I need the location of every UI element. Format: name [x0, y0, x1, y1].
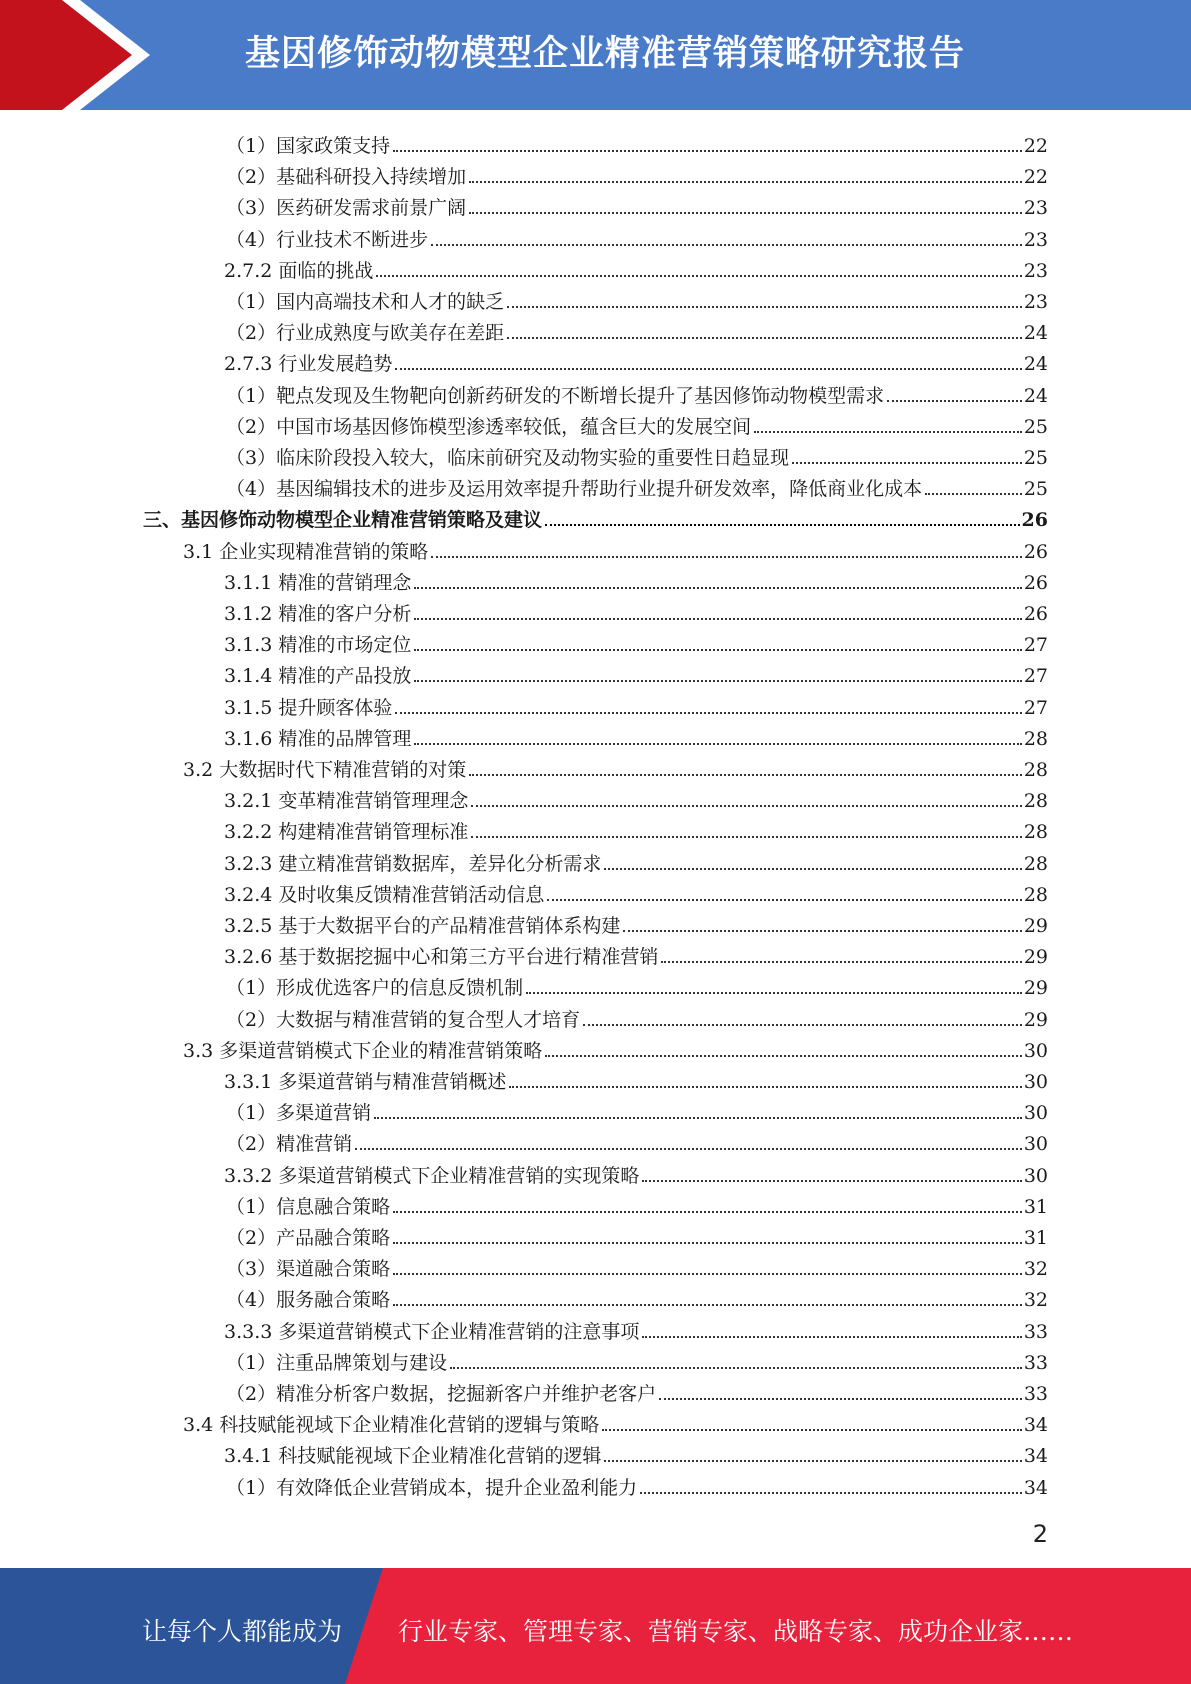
toc-entry-page: 34 — [1023, 1414, 1048, 1437]
toc-dot-leader — [640, 1492, 1022, 1494]
toc-entry-page: 29 — [1023, 977, 1048, 1000]
toc-dot-leader — [450, 1367, 1022, 1369]
toc-dot-leader — [469, 774, 1022, 776]
toc-entry-page: 30 — [1023, 1039, 1048, 1062]
toc-entry[interactable] — [224, 564, 1048, 595]
toc-entry-label: （2）精准营销 — [226, 1133, 353, 1156]
toc-dot-leader — [925, 493, 1022, 495]
toc-entry-label: 3.3 多渠道营销模式下企业的精准营销策略 — [183, 1039, 543, 1062]
toc-entry-label: （3）临床阶段投入较大，临床前研究及动物实验的重要性日趋显现 — [226, 447, 790, 469]
toc-entry[interactable] — [224, 595, 1048, 626]
toc-dot-leader — [583, 1024, 1022, 1026]
toc-entry-label: 3.2.3 建立精准营销数据库，差异化分析需求 — [224, 852, 602, 875]
toc-entry-page: 26 — [1023, 603, 1048, 625]
toc-entry[interactable] — [226, 1469, 1048, 1500]
toc-entry[interactable] — [183, 1032, 1048, 1063]
toc-dot-leader — [507, 306, 1022, 308]
toc-entry-page: 26 — [1023, 571, 1048, 594]
toc-entry-page: 33 — [1023, 1351, 1048, 1374]
toc-entry-page: 28 — [1023, 727, 1048, 750]
toc-entry-page: 25 — [1023, 478, 1048, 501]
toc-dot-leader — [507, 337, 1022, 339]
toc-entry-page: 26 — [1023, 540, 1048, 563]
toc-entry-label: 三、基因修饰动物模型企业精准营销策略及建议 — [143, 509, 543, 532]
toc-entry[interactable] — [224, 689, 1048, 720]
toc-entry-page: 24 — [1023, 322, 1048, 345]
toc-dot-leader — [623, 930, 1021, 932]
toc-entry-page: 27 — [1023, 665, 1048, 688]
toc-dot-leader — [547, 899, 1021, 901]
toc-entry[interactable] — [226, 439, 1048, 470]
toc-entry-label: （2）行业成熟度与欧美存在差距 — [226, 322, 505, 345]
toc-entry-label: （1）国家政策支持 — [226, 135, 391, 157]
toc-entry[interactable] — [226, 377, 1048, 408]
toc-entry[interactable] — [224, 938, 1048, 969]
toc-entry[interactable] — [226, 408, 1048, 439]
toc-dot-leader — [792, 462, 1022, 464]
toc-dot-leader — [471, 836, 1021, 838]
toc-dot-leader — [355, 1148, 1022, 1150]
toc-entry-label: 3.2.2 构建精准营销管理标准 — [224, 821, 469, 844]
toc-dot-leader — [661, 961, 1021, 963]
page-footer — [0, 1568, 1191, 1684]
toc-entry-label: 3.1.3 精准的市场定位 — [224, 634, 412, 657]
toc-entry-label: （2）中国市场基因修饰模型渗透率较低，蕴含巨大的发展空间 — [226, 415, 752, 438]
toc-entry-label: （3）医药研发需求前景广阔 — [226, 197, 467, 220]
toc-entry[interactable] — [224, 657, 1048, 688]
toc-dot-leader — [754, 431, 1022, 433]
toc-entry-label: 3.3.1 多渠道营销与精准营销概述 — [224, 1071, 507, 1093]
toc-entry-page: 31 — [1023, 1227, 1048, 1249]
toc-dot-leader — [431, 556, 1022, 558]
toc-entry[interactable] — [226, 1281, 1048, 1312]
toc-dot-leader — [374, 1117, 1022, 1119]
toc-entry[interactable] — [226, 127, 1048, 158]
toc-dot-leader — [509, 1086, 1021, 1088]
toc-dot-leader — [471, 805, 1021, 807]
toc-dot-leader — [393, 1273, 1022, 1275]
toc-entry[interactable] — [224, 1063, 1048, 1094]
toc-entry-label: 3.1.2 精准的客户分析 — [224, 603, 412, 625]
toc-entry[interactable] — [226, 221, 1048, 252]
toc-entry-label: （3）渠道融合策略 — [226, 1258, 391, 1281]
toc-entry[interactable] — [224, 1313, 1048, 1344]
footer-slogan-right: 行业专家、管理专家、营销专家、战略专家、成功企业家…… — [398, 1617, 1074, 1646]
toc-dot-leader — [545, 524, 1020, 526]
toc-entry[interactable] — [226, 158, 1048, 189]
toc-entry-label: 3.3.3 多渠道营销模式下企业精准营销的注意事项 — [224, 1320, 640, 1343]
toc-dot-leader — [393, 1304, 1022, 1306]
toc-entry-label: 3.2.1 变革精准营销管理理念 — [224, 790, 469, 813]
toc-dot-leader — [393, 1211, 1022, 1213]
toc-entry-page: 25 — [1023, 415, 1048, 438]
toc-entry-page: 32 — [1023, 1289, 1048, 1312]
toc-entry-label: （4）基因编辑技术的进步及运用效率提升帮助行业提升研发效率，降低商业化成本 — [226, 478, 923, 501]
toc-entry[interactable] — [226, 1188, 1048, 1219]
toc-dot-leader — [414, 649, 1021, 651]
toc-entry[interactable] — [226, 189, 1048, 220]
toc-entry[interactable] — [226, 1250, 1048, 1281]
toc-entry-label: （1）国内高端技术和人才的缺乏 — [226, 291, 505, 313]
toc-dot-leader — [414, 680, 1021, 682]
toc-entry-label: （1）信息融合策略 — [226, 1195, 391, 1218]
toc-entry-page: 34 — [1023, 1445, 1048, 1468]
toc-entry[interactable] — [224, 720, 1048, 751]
toc-entry-label: 3.4 科技赋能视域下企业精准化营销的逻辑与策略 — [183, 1414, 600, 1437]
toc-dot-leader — [395, 368, 1021, 370]
toc-entry[interactable] — [226, 969, 1048, 1000]
toc-entry-label: （2）大数据与精准营销的复合型人才培育 — [226, 1008, 581, 1031]
toc-dot-leader — [642, 1336, 1021, 1338]
page-header — [0, 0, 1191, 110]
toc-dot-leader — [469, 212, 1022, 214]
page-number: 2 — [1032, 1520, 1048, 1548]
toc-dot-leader — [604, 868, 1021, 870]
toc-entry-page: 28 — [1023, 883, 1048, 906]
toc-entry-label: 3.2.5 基于大数据平台的产品精准营销体系构建 — [224, 915, 621, 937]
toc-entry-label: 3.4.1 科技赋能视域下企业精准化营销的逻辑 — [224, 1445, 602, 1468]
toc-dot-leader — [642, 1180, 1021, 1182]
toc-entry-page: 30 — [1023, 1102, 1048, 1125]
toc-dot-leader — [395, 712, 1021, 714]
toc-entry[interactable] — [224, 1157, 1048, 1188]
toc-entry[interactable] — [226, 1375, 1048, 1406]
toc-dot-leader — [659, 1398, 1022, 1400]
toc-entry[interactable] — [224, 845, 1048, 876]
toc-entry-page: 30 — [1023, 1164, 1048, 1187]
toc-dot-leader — [604, 1460, 1021, 1462]
toc-entry[interactable] — [224, 782, 1048, 813]
toc-entry[interactable] — [226, 314, 1048, 345]
toc-entry-label: 3.3.2 多渠道营销模式下企业精准营销的实现策略 — [224, 1164, 640, 1187]
toc-entry-label: 3.1 企业实现精准营销的策略 — [183, 540, 429, 563]
toc-entry-page: 33 — [1023, 1320, 1048, 1343]
report-title: 基因修饰动物模型企业精准营销策略研究报告 — [245, 34, 966, 74]
toc-entry-page: 29 — [1023, 1008, 1048, 1031]
toc-entry-page: 30 — [1023, 1133, 1048, 1156]
toc-entry-label: 2.7.2 面临的挑战 — [224, 259, 374, 282]
toc-entry[interactable] — [224, 813, 1048, 844]
toc-entry-page: 23 — [1023, 197, 1048, 220]
toc-entry-label: （4）行业技术不断进步 — [226, 228, 429, 251]
toc-entry-page: 28 — [1023, 852, 1048, 875]
toc-entry-page: 23 — [1023, 228, 1048, 251]
toc-entry-label: （1）形成优选客户的信息反馈机制 — [226, 977, 524, 1000]
toc-entry[interactable] — [183, 751, 1048, 782]
toc-entry[interactable] — [226, 470, 1048, 501]
toc-entry-label: 3.2.4 及时收集反馈精准营销活动信息 — [224, 883, 545, 906]
toc-dot-leader — [393, 1242, 1022, 1244]
toc-entry-page: 25 — [1023, 447, 1048, 469]
toc-entry-page: 24 — [1023, 384, 1048, 407]
toc-entry-page: 31 — [1023, 1195, 1048, 1218]
toc-dot-leader — [469, 181, 1022, 183]
footer-slogan-left: 让每个人都能成为 — [142, 1617, 343, 1646]
toc-entry-label: 3.2 大数据时代下精准营销的对策 — [183, 759, 467, 781]
toc-entry[interactable] — [224, 252, 1048, 283]
toc-entry[interactable] — [183, 1406, 1048, 1437]
toc-entry-label: 3.1.4 精准的产品投放 — [224, 665, 412, 688]
toc-entry[interactable] — [143, 501, 1048, 532]
toc-entry-page: 34 — [1023, 1476, 1048, 1499]
toc-entry-label: （2）基础科研投入持续增加 — [226, 166, 467, 189]
toc-entry[interactable] — [226, 1125, 1048, 1156]
toc-entry-page: 26 — [1021, 509, 1048, 532]
toc-entry-page: 28 — [1023, 759, 1048, 781]
toc-entry-label: （1）注重品牌策划与建设 — [226, 1351, 448, 1374]
toc-dot-leader — [414, 743, 1021, 745]
toc-entry-label: 3.1.5 提升顾客体验 — [224, 696, 393, 719]
toc-entry-label: （1）多渠道营销 — [226, 1102, 372, 1125]
toc-dot-leader — [414, 618, 1021, 620]
toc-dot-leader — [545, 1055, 1022, 1057]
toc-entry[interactable] — [224, 626, 1048, 657]
toc-dot-leader — [393, 150, 1022, 152]
toc-entry[interactable] — [224, 345, 1048, 376]
toc-entry-page: 28 — [1023, 790, 1048, 813]
toc-entry[interactable] — [224, 1437, 1048, 1468]
toc-entry-label: 3.1.1 精准的营销理念 — [224, 571, 412, 594]
toc-entry[interactable] — [224, 876, 1048, 907]
toc-entry-page: 22 — [1023, 166, 1048, 189]
toc-entry-page: 28 — [1023, 821, 1048, 844]
toc-entry-page: 29 — [1023, 946, 1048, 969]
toc-dot-leader — [602, 1429, 1022, 1431]
toc-entry-page: 30 — [1023, 1071, 1048, 1093]
toc-entry-page: 27 — [1023, 634, 1048, 657]
toc-entry[interactable] — [226, 1219, 1048, 1250]
toc-entry-label: 3.2.6 基于数据挖掘中心和第三方平台进行精准营销 — [224, 946, 659, 969]
toc-entry-page: 23 — [1023, 259, 1048, 282]
toc-entry[interactable] — [226, 1094, 1048, 1125]
toc-entry-page: 33 — [1023, 1383, 1048, 1405]
toc-dot-leader — [376, 275, 1021, 277]
toc-entry-page: 27 — [1023, 696, 1048, 719]
toc-dot-leader — [414, 587, 1021, 589]
toc-entry-label: （2）精准分析客户数据，挖掘新客户并维护老客户 — [226, 1383, 657, 1405]
toc-dot-leader — [431, 244, 1022, 246]
toc-entry[interactable] — [226, 1344, 1048, 1375]
toc-entry[interactable] — [224, 907, 1048, 938]
toc-entry-label: 3.1.6 精准的品牌管理 — [224, 727, 412, 750]
toc-entry-page: 23 — [1023, 291, 1048, 313]
toc-dot-leader — [887, 400, 1022, 402]
toc-entry-page: 29 — [1023, 915, 1048, 937]
toc-entry-label: （2）产品融合策略 — [226, 1227, 391, 1249]
toc-dot-leader — [526, 992, 1022, 994]
toc-entry[interactable] — [183, 533, 1048, 564]
toc-entry-label: 2.7.3 行业发展趋势 — [224, 353, 393, 376]
toc-entry-label: （1）有效降低企业营销成本，提升企业盈利能力 — [226, 1476, 638, 1499]
toc-entry-label: （4）服务融合策略 — [226, 1289, 391, 1312]
toc-entry-label: （1）靶点发现及生物靶向创新药研发的不断增长提升了基因修饰动物模型需求 — [226, 384, 885, 407]
toc-entry-page: 32 — [1023, 1258, 1048, 1281]
toc-entry[interactable] — [226, 1001, 1048, 1032]
toc-entry-page: 22 — [1023, 135, 1048, 157]
toc-entry[interactable] — [226, 283, 1048, 314]
toc-entry-page: 24 — [1023, 353, 1048, 376]
